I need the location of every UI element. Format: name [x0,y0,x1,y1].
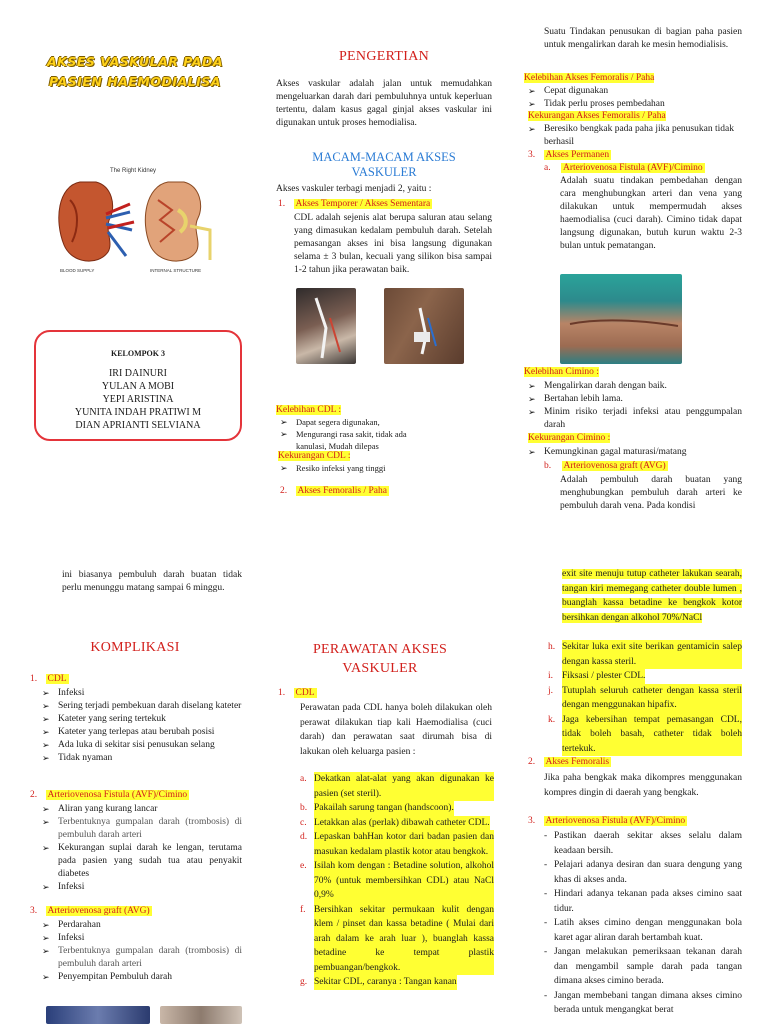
sub-a-text: Adalah suatu tindakan pembedahan dengan cara menghubungkan arteri dan vena yang dilakukan untuk mempermudah akses haemodialisa (cuci darah). Cimino tidak dapat langsung digunakan, butuh kurun waktu 2-3 bulan untuk pematangan. [560,176,742,251]
komplikasi-3-heading [30,905,152,918]
k3-title: Arteriovenosa graft (AVG) [47,906,150,916]
list-item: ➢ Terbentuknya gumpalan darah (trombosis) di pembuluh darah arteri [42,945,242,971]
step-item: b. Pakailah sarung tangan (handscoon). [300,801,494,816]
item-3-title: Akses Permanen [545,150,610,160]
kelebihan-cdl-label: Kelebihan CDL : [276,405,342,415]
komplikasi-1-list [42,687,242,765]
perawatan-2-heading [528,756,611,769]
komplikasi-1-heading [30,673,69,686]
member-list [36,367,240,432]
list-item: ➢ Beresiko bengkak pada paha jika penusukan tidak berhasil [528,123,744,149]
step-item: f. Bersihkan sekitar permukaan kulit dengan klem / pinset dan kassa betadine ( Mulai dari arah dalam ke arah luar ), buanglah kassa betadine ke tempat plastik pembuangan/bengkok. [300,903,494,976]
list-item: ➢ Minim risiko terjadi infeksi atau penggumpalan darah [528,406,742,432]
perawatan-1-intro: Perawatan pada CDL hanya boleh dilakukan oleh perawat dilakukan tiap kali Haemodialisa (cuci darah) dan perawatan saat dirumah bisa di lakukan oleh keluarga pasien : [300,703,492,757]
item-3-heading [528,149,611,162]
list-item: - Latih akses cimino dengan menggunakan bola karet agar aliran darah bertambah kuat. [544,916,742,945]
komplikasi-heading: KOMPLIKASI [90,640,180,655]
p3-title: Arteriovenosa Fistula (AVF)/Cimino [545,816,686,826]
k2-number: 2. [30,790,38,800]
step-item: a. Dekatkan alat-alat yang akan digunakan ke pasien (set steril). [300,772,494,801]
list-item: ➢ Cepat digunakan [528,85,744,98]
member-name: DIAN APRIANTI SELVIANA [75,420,201,431]
list-item: ➢ Ada luka di sekitar sisi penusukan selang [42,739,242,752]
member-name: IRI DAINURI [108,368,168,379]
sub-b-title: Arteriovenosa graft (AVG) [563,461,666,471]
sub-a-letter: a. [544,163,551,173]
title-line-2: PASIEN HAEMODIALISA [49,74,221,89]
kekurangan-cdl-list [280,462,460,474]
step-item: h. Sekitar luka exit site berikan gentamicin salep dengan kassa steril. [548,640,742,669]
k2-title: Arteriovenosa Fistula (AVF)/Cimino [47,790,188,800]
macam-heading: MACAM-MACAM AKSES VASKULER [312,150,456,179]
member-name: YEPI ARISTINA [102,394,174,405]
list-item: ➢ Tidak perlu proses pembedahan [528,98,744,111]
list-item: ➢ Sering terjadi pembekuan darah diselang kateter [42,700,242,713]
item-2-heading [280,485,389,498]
perawatan-heading-line-2: VASKULER [342,661,418,676]
group-title: KELOMPOK 3 [111,349,165,358]
list-item: ➢ Dapat segera digunakan, [280,416,420,428]
p3-number: 3. [528,816,536,826]
perawatan-heading [290,640,470,678]
step-item: i. Fiksasi / plester CDL. [548,669,742,684]
sub-a-heading [544,162,705,175]
list-item: ➢ Kateter yang sering tertekuk [42,713,242,726]
group-box [34,330,242,441]
list-item: ➢ Bertahan lebih lama. [528,393,742,406]
member-name: YUNITA INDAH PRATIWI M [74,407,202,418]
perawatan-3-list [544,829,742,1018]
list-item: ➢ Kemungkinan gagal maturasi/matang [528,446,742,459]
kidney-illustration [50,160,220,275]
kidney-label-left: BLOOD SUPPLY [60,268,95,273]
list-item: ➢ Aliran yang kurang lancar [42,803,242,816]
item-1-text: CDL adalah sejenis alat berupa saluran atau selang yang dimasukan kedalam pembuluh darah. Setelah pemasangan akses ini bisa langsung digunakan selama ± 3 bulan, kecuali yang silikon bisa sampai 1-2 tahun jika perawatan baik. [294,213,492,275]
femoral-text: Suatu Tindakan penusukan di bagian paha pasien untuk mengalirkan darah ke mesin hemodialisis. [544,27,742,50]
kekurangan-cdl-label: Kekurangan CDL : [278,451,351,461]
kekurangan-cim-label: Kekurangan Cimino : [528,433,611,443]
kidney-label-right: INTERNAL STRUCTURE [150,268,202,273]
macam-intro: Akses vaskuler terbagi menjadi 2, yaitu : [276,184,432,194]
kelebihan-cdl-list [280,416,420,452]
komplikasi-2-list [42,803,242,894]
cimino-photo [560,274,682,364]
perawatan-1-heading [278,687,317,700]
list-item: ➢ Mengurangi rasa sakit, tidak ada kanulasi, Mudah dilepas [280,428,420,452]
brochure-title [30,52,240,92]
step-item: j. Tutuplah seluruh catheter dengan kassa steril dengan menggunakan hipafix. [548,684,742,713]
list-item: ➢ Terbentuknya gumpalan darah (trombosis) di pembuluh darah arteri [42,816,242,842]
sub-a-title: Arteriovenosa Fistula (AVF)/Cimino [562,163,703,173]
list-item: ➢ Tidak nyaman [42,752,242,765]
sub-b-letter: b. [544,461,552,471]
avg-continued-text: ini biasanya pembuluh darah buatan tidak perlu menunggu matang sampai 6 minggu. [62,570,242,593]
list-item: ➢ Resiko infeksi yang tinggi [280,462,460,474]
list-item: - Pelajari adanya desiran dan suara dengung yang khas di akses anda. [544,858,742,887]
step-item: g. Sekitar CDL, caranya : Tangan kanan [300,975,494,990]
bottom-photo-2 [160,1006,242,1024]
list-item: ➢ Infeksi [42,687,242,700]
k3-number: 3. [30,906,38,916]
list-item: ➢ Mengalirkan darah dengan baik. [528,380,742,393]
list-item: ➢ Infeksi [42,932,242,945]
p2-title: Akses Femoralis [545,757,610,767]
step-item: c. Letakkan alas (perlak) dibawah catheter CDL. [300,816,494,831]
list-item: - Hindari adanya tekanan pada akses cimino saat tidur. [544,887,742,916]
perawatan-3-heading [528,815,687,828]
k1-number: 1. [30,674,38,684]
perawatan-heading-line-1: PERAWATAN AKSES [312,642,448,657]
list-item: - Pastikan daerah sekitar akses selalu dalam keadaan bersih. [544,829,742,858]
list-item: - Jangan melakukan pemeriksaan tekanan darah dan mengambil sample darah pada tangan dimana akses cimino berada. [544,945,742,989]
item-2-number: 2. [280,486,288,496]
komplikasi-2-heading [30,789,189,802]
list-item: ➢ Kekurangan suplai darah ke lengan, terutama pada pasien yang sudah tua atau penyakit diabetes [42,842,242,881]
pengertian-text: Akses vaskular adalah jalan untuk memudahkan mengeluarkan darah dari pembuluhnya untuk keperluan tertentu, dalam kasus gagal ginjal akses vaskular ini digunakan untuk proses hemodialisa. [276,79,492,128]
cdl-photo-2 [384,288,464,364]
p2-number: 2. [528,757,536,767]
item-3-number: 3. [528,150,536,160]
kelebihan-cim-list [528,380,742,432]
item-2-title: Akses Femoralis / Paha [297,486,387,496]
step-item: k. Jaga kebersihan tempat pemasangan CDL, tidak boleh basah, catheter tidak boleh tertekuk. [548,713,742,757]
kelebihan-fem-list [528,85,744,111]
sub-b-text: Adalah pembuluh darah buatan yang menghubungkan pembuluh darah arteri ke pembuluh darah vena. Pada kondisi [560,475,742,511]
item-1-heading [278,198,492,211]
cdl-photo-1 [296,288,356,364]
p1-title: CDL [295,688,315,698]
k1-title: CDL [47,674,67,684]
p1-number: 1. [278,688,286,698]
kelebihan-cim-label: Kelebihan Cimino : [524,367,599,377]
perawatan-steps-continued [548,640,742,756]
list-item: ➢ Perdarahan [42,919,242,932]
member-name: YULAN A MOBI [101,381,175,392]
perawatan-2-text: Jika paha bengkak maka dikompres menggunakan kompres dingin di daerah yang bengkak. [544,773,742,798]
kekurangan-fem-list [528,123,744,149]
title-line-1: AKSES VASKULAR PADA [46,54,223,69]
kelebihan-fem-label: Kelebihan Akses Femoralis / Paha [524,73,655,83]
step-item: d. Lepaskan bahHan kotor dari badan pasien dan masukan kedalam plastik kotor atau bengkok. [300,830,494,859]
cdl-continued-text: exit site menuju tutup catheter lakukan searah, tangan kiri memegang catheter double lumen , buanglah kassa betadine ke bengkok kotor bersihkan dengan alkohol 70%/NaCl [562,569,742,623]
item-1-title: Akses Temporer / Akses Sementara [295,199,431,209]
kekurangan-cim-list [528,446,742,459]
list-item: ➢ Infeksi [42,881,242,894]
kekurangan-fem-label: Kekurangan Akses Femoralis / Paha [528,111,666,121]
item-1-number: 1. [278,199,286,209]
kidney-caption: The Right Kidney [110,168,157,174]
list-item: - Jangan membebani tangan dimana akses cimino berada untuk mengangkat berat [544,989,742,1018]
bottom-photo-1 [46,1006,150,1024]
perawatan-steps [300,772,494,990]
list-item: ➢ Kateter yang terlepas atau berubah posisi [42,726,242,739]
pengertian-heading: PENGERTIAN [338,49,430,64]
list-item: ➢ Penyempitan Pembuluh darah [42,971,242,984]
sub-b-heading [544,460,668,473]
komplikasi-3-list [42,919,242,984]
step-item: e. Isilah kom dengan : Betadine solution, alkohol 70% (untuk membersihkan CDL) atau NaCl 0,9% [300,859,494,903]
